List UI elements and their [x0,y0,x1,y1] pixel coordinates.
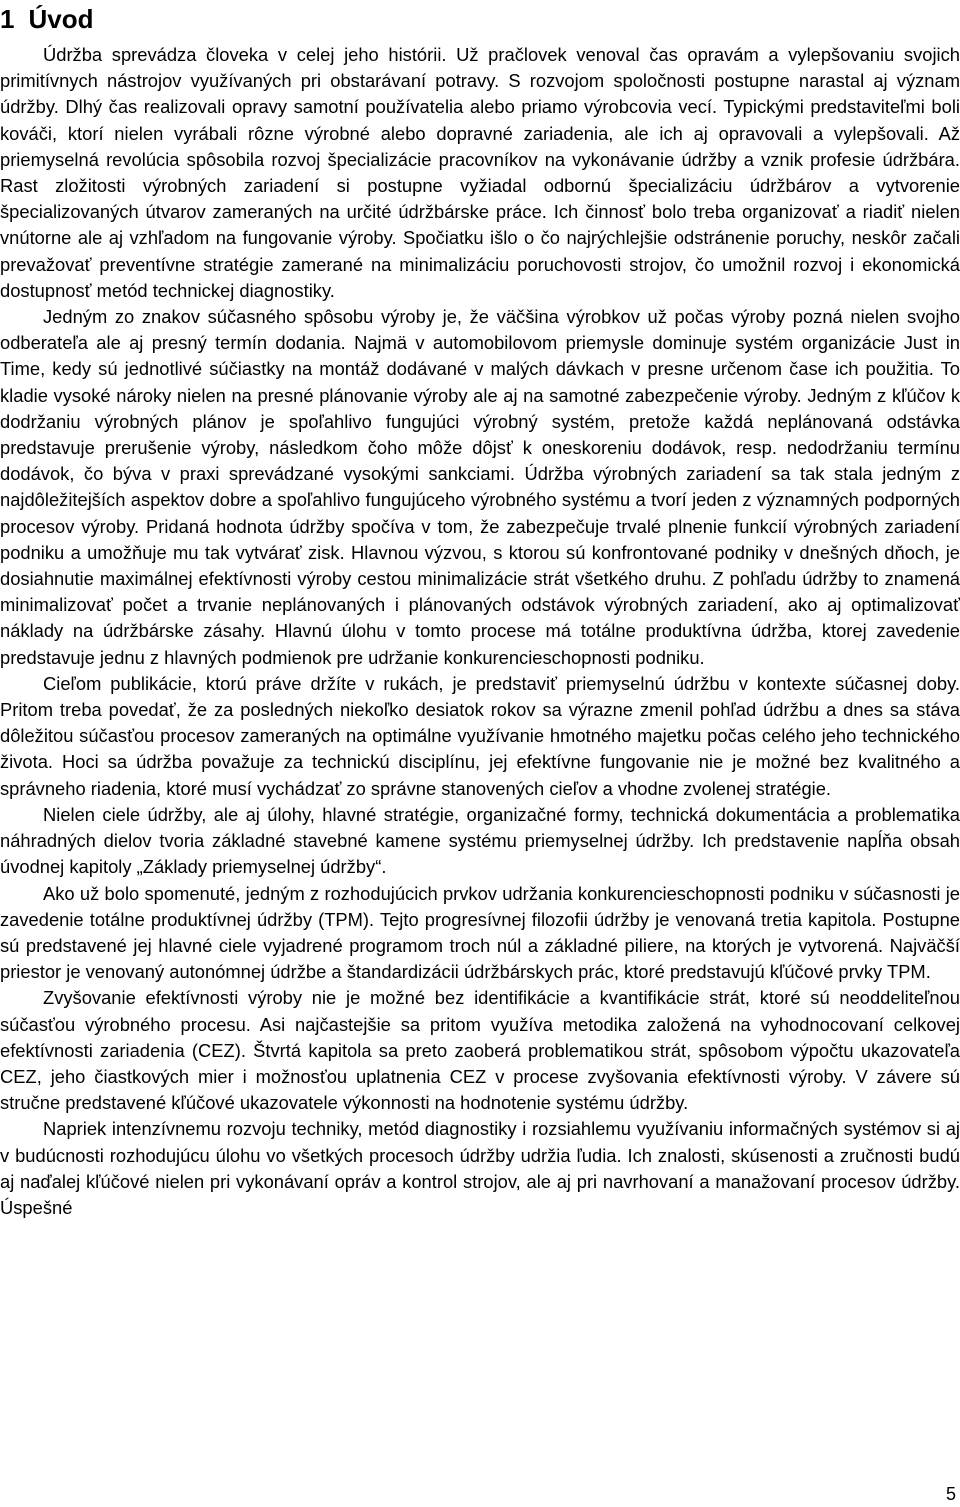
chapter-heading [0,2,93,36]
paragraph: Údržba sprevádza človeka v celej jeho histórii. Už pračlovek venoval čas opravám a vylepšovaniu svojich primitívnych nástrojov využívaných pri obstarávaní potravy. S rozvojom spoločnosti postupne narastal aj význam údržby. Dlhý čas realizovali opravy samotní používatelia alebo priamo výrobcovia vecí. Typickými predstaviteľmi boli kováči, ktorí nielen vyrábali rôzne výrobné alebo dopravné zariadenia, ale ich aj opravovali a vylepšovali. Až priemyselná revolúcia spôsobila rozvoj špecializácie pracovníkov na vykonávanie údržby a vznik profesie údržbára. Rast zložitosti výrobných zariadení si postupne vyžiadal odbornú špecializáciu údržbárov a vytvorenie špecializovaných útvarov zameraných na určité údržbárske práce. Ich činnosť bolo treba organizovať a riadiť nielen vnútorne ale aj vzhľadom na fungovanie výroby. Spočiatku išlo o čo najrýchlejšie odstránenie poruchy, neskôr začali prevažovať preventívne stratégie zamerané na minimalizáciu poruchovosti strojov, čo umožnil rozvoj i ekonomická dostupnosť metód technickej diagnostiky. [0,44,960,301]
page-number: 5 [945,1484,956,1504]
paragraph: Zvyšovanie efektívnosti výroby nie je možné bez identifikácie a kvantifikácie strát, ktoré sú neoddeliteľnou súčasťou výrobného procesu. Asi najčastejšie sa pritom využíva metodika založená na vyhodnocovaní celkovej efektívnosti zariadenia (CEZ). Štvrtá kapitola sa preto zaoberá problematikou strát, spôsobom výpočtu ukazovateľa CEZ, jeho čiastkových mier i možnosťou uplatnenia CEZ v procese zvyšovania efektívnosti výroby. V závere sú stručne predstavené kľúčové ukazovatele výkonnosti na hodnotenie systému údržby. [0,987,960,1114]
chapter-number: 1 [0,4,15,34]
paragraph: Cieľom publikácie, ktorú práve držíte v rukách, je predstaviť priemyselnú údržbu v kontexte súčasnej doby. Pritom treba povedať, že za posledných niekoľko desiatok rokov sa výrazne zmenil pohľad údržbu a dnes sa stáva dôležitou súčasťou procesov zameraných na optimálne využívanie hmotného majetku počas celého jeho technického života. Hoci sa údržba považuje za technickú disciplínu, jej efektívne fungovanie nie je možné bez kvalitného a správneho riadenia, ktoré musí vychádzať zo správne stanovených cieľov a vhodne zvolenej stratégie. [0,672,960,799]
chapter-body [0,42,960,1221]
paragraph: Jedným zo znakov súčasného spôsobu výroby je, že väčšina výrobkov už počas výroby pozná nielen svojho odberateľa ale aj presný termín dodania. Najmä v automobilovom priemysle dominuje systém organizácie Just in Time, kedy sú jednotlivé súčiastky na montáž dodávané v malých dávkach v presne určenom čase ich použitia. To kladie vysoké nároky nielen na presné plánovanie výroby ale aj na samotné zabezpečenie výroby. Jedným z kľúčov k dodržaniu výrobných plánov je spoľahlivo fungujúci výrobný systém, pretože každá neplánovaná odstávka predstavuje prerušenie výroby, následkom čoho môže dôjsť k oneskoreniu dodávok, resp. nedodržaniu termínu dodávok, čo býva v praxi sprevádzané vysokými sankciami. Údržba výrobných zariadení sa tak stala jedným z najdôležitejších aspektov dobre a spoľahlivo fungujúceho výrobného systému a tvorí jeden z významných podporných procesov výroby. Pridaná hodnota údržby spočíva v tom, že zabezpečuje trvalé plnenie funkcií výrobných zariadení podniku a umožňuje mu tak vytvárať zisk. Hlavnou výzvou, s ktorou sú konfrontované podniky v dnešných dňoch, je dosiahnutie maximálnej efektívnosti výroby cestou minimalizácie strát všetkého druhu. Z pohľadu údržby to znamená minimalizovať počet a trvanie neplánovaných i plánovaných odstávok výrobných zariadení, ako aj optimalizovať náklady na údržbárske zásahy. Hlavnú úlohu v tomto procese má totálne produktívna údržba, ktorej zavedenie predstavuje jednu z hlavných podmienok pre udržanie konkurencieschopnosti podniku. [0,306,960,668]
paragraph: Napriek intenzívnemu rozvoju techniky, metód diagnostiky i rozsiahlemu využívaniu informačných systémov si aj v budúcnosti rozhodujúcu úlohu vo všetkých procesoch údržby udržia ľudia. Ich znalosti, skúsenosti a zručnosti budú aj naďalej kľúčové nielen pri vykonávaní opráv a kontrol strojov, ale aj pri navrhovaní a manažovaní procesov údržby. Úspešné [0,1118,960,1218]
paragraph: Ako už bolo spomenuté, jedným z rozhodujúcich prvkov udržania konkurencieschopnosti podniku v súčasnosti je zavedenie totálne produktívnej údržby (TPM). Tejto progresívnej filozofii údržby je venovaná tretia kapitola. Postupne sú predstavené jej hlavné ciele vyjadrené programom troch núl a základné piliere, na ktorých je vytvorená. Najväčší priestor je venovaný autonómnej údržbe a štandardizácii údržbárskych prác, ktoré predstavujú kľúčové prvky TPM. [0,882,960,983]
paragraph: Nielen ciele údržby, ale aj úlohy, hlavné stratégie, organizačné formy, technická dokumentácia a problematika náhradných dielov tvoria základné stavebné kamene systému priemyselnej údržby. Ich predstavenie napĺňa obsah úvodnej kapitoly „Základy priemyselnej údržby“. [0,803,960,878]
chapter-title: Úvod [28,4,94,34]
